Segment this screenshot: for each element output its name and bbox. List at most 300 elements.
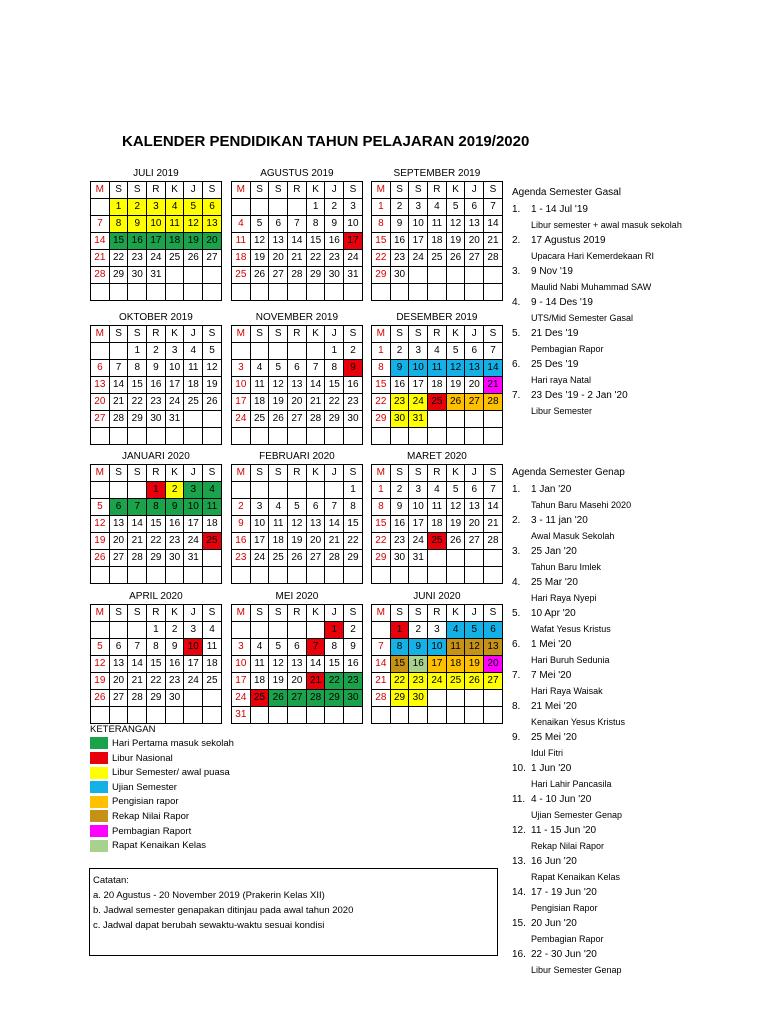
day-cell: 27 bbox=[269, 267, 288, 284]
agenda-item bbox=[512, 388, 682, 419]
week-row bbox=[372, 690, 503, 707]
month-name: MARET 2020 bbox=[406, 451, 467, 462]
weekday-header: S bbox=[390, 605, 409, 622]
month-grid bbox=[90, 464, 222, 584]
week-row bbox=[232, 499, 363, 516]
agenda-item bbox=[512, 792, 631, 823]
agenda-description: Pembagian Rapor bbox=[531, 933, 604, 944]
empty-day-cell bbox=[165, 267, 184, 284]
empty-day-cell bbox=[484, 550, 503, 567]
legend-swatch bbox=[90, 781, 108, 793]
week-row bbox=[91, 690, 222, 707]
day-cell: 30 bbox=[344, 411, 363, 428]
week-row bbox=[91, 428, 222, 445]
day-cell: 6 bbox=[465, 482, 484, 499]
day-cell: 29 bbox=[325, 690, 344, 707]
day-cell: 2 bbox=[344, 622, 363, 639]
day-cell: 21 bbox=[484, 377, 503, 394]
day-cell: 5 bbox=[465, 622, 484, 639]
day-cell: 7 bbox=[484, 482, 503, 499]
empty-day-cell bbox=[465, 567, 484, 584]
agenda-description: Hari Raya Nyepi bbox=[531, 592, 597, 603]
day-cell: 5 bbox=[269, 639, 288, 656]
day-cell: 10 bbox=[250, 516, 269, 533]
day-cell: 26 bbox=[446, 250, 465, 267]
empty-day-cell bbox=[250, 707, 269, 724]
day-cell: 24 bbox=[165, 394, 184, 411]
day-cell: 1 bbox=[390, 622, 409, 639]
day-cell: 19 bbox=[446, 516, 465, 533]
month-name: JUNI 2020 bbox=[413, 591, 461, 602]
empty-day-cell bbox=[325, 482, 344, 499]
empty-day-cell bbox=[109, 482, 128, 499]
day-cell: 20 bbox=[269, 250, 288, 267]
day-cell: 17 bbox=[250, 533, 269, 550]
empty-day-cell bbox=[269, 567, 288, 584]
weekday-header: S bbox=[250, 465, 269, 482]
week-row bbox=[372, 622, 503, 639]
day-cell: 2 bbox=[128, 199, 147, 216]
week-row bbox=[91, 284, 222, 301]
empty-day-cell bbox=[372, 284, 391, 301]
weekday-header-row bbox=[232, 182, 363, 199]
day-cell: 8 bbox=[109, 216, 128, 233]
week-row bbox=[372, 233, 503, 250]
day-cell: 29 bbox=[390, 690, 409, 707]
empty-day-cell bbox=[184, 267, 203, 284]
day-cell: 20 bbox=[465, 233, 484, 250]
weekday-header: S bbox=[128, 465, 147, 482]
day-cell: 11 bbox=[428, 360, 447, 377]
day-cell: 5 bbox=[269, 360, 288, 377]
day-cell: 10 bbox=[409, 216, 428, 233]
month-calendar bbox=[371, 450, 503, 584]
day-cell: 7 bbox=[372, 639, 391, 656]
agenda-date-line bbox=[512, 823, 631, 839]
month-grid bbox=[90, 181, 222, 301]
agenda-item bbox=[512, 202, 682, 233]
legend-label: Pembagian Raport bbox=[112, 825, 192, 837]
week-row bbox=[372, 394, 503, 411]
empty-day-cell bbox=[91, 343, 110, 360]
agenda-item bbox=[512, 730, 631, 761]
day-cell: 8 bbox=[372, 360, 391, 377]
weekday-header: J bbox=[325, 465, 344, 482]
empty-day-cell bbox=[184, 690, 203, 707]
day-cell: 18 bbox=[232, 250, 251, 267]
agenda-date-line bbox=[512, 264, 682, 280]
day-cell: 3 bbox=[409, 343, 428, 360]
empty-day-cell bbox=[165, 567, 184, 584]
day-cell: 6 bbox=[288, 639, 307, 656]
day-cell: 23 bbox=[390, 533, 409, 550]
day-cell: 25 bbox=[165, 250, 184, 267]
weekday-header: K bbox=[446, 182, 465, 199]
agenda-description: Hari Raya Waisak bbox=[531, 685, 603, 696]
weekday-header: S bbox=[203, 605, 222, 622]
day-cell: 16 bbox=[390, 516, 409, 533]
day-cell: 27 bbox=[306, 550, 325, 567]
weekday-header: R bbox=[147, 605, 166, 622]
empty-day-cell bbox=[446, 690, 465, 707]
day-cell: 29 bbox=[306, 267, 325, 284]
empty-day-cell bbox=[344, 707, 363, 724]
week-row bbox=[232, 428, 363, 445]
legend-swatch bbox=[90, 825, 108, 837]
day-cell: 21 bbox=[288, 250, 307, 267]
day-cell: 10 bbox=[184, 639, 203, 656]
weekday-header: R bbox=[428, 326, 447, 343]
empty-day-cell bbox=[288, 343, 307, 360]
notes-title: Catatan: bbox=[93, 875, 129, 886]
agenda-description: Libur Semester Genap bbox=[531, 964, 622, 975]
day-cell: 29 bbox=[344, 550, 363, 567]
day-cell: 10 bbox=[344, 216, 363, 233]
week-row bbox=[232, 690, 363, 707]
day-cell: 16 bbox=[325, 233, 344, 250]
week-row bbox=[91, 707, 222, 724]
agenda-date-line bbox=[512, 792, 631, 808]
empty-day-cell bbox=[372, 567, 391, 584]
day-cell: 9 bbox=[325, 216, 344, 233]
day-cell: 21 bbox=[128, 533, 147, 550]
day-cell: 14 bbox=[372, 656, 391, 673]
agenda-number: 14. bbox=[512, 887, 526, 898]
weekday-header-row bbox=[91, 326, 222, 343]
empty-day-cell bbox=[306, 707, 325, 724]
day-cell: 27 bbox=[288, 690, 307, 707]
day-cell: 23 bbox=[325, 250, 344, 267]
week-row bbox=[91, 656, 222, 673]
weekday-header-row bbox=[372, 326, 503, 343]
day-cell: 25 bbox=[428, 533, 447, 550]
day-cell: 5 bbox=[91, 499, 110, 516]
day-cell: 22 bbox=[147, 533, 166, 550]
agenda-number: 1. bbox=[512, 484, 521, 495]
day-cell: 6 bbox=[288, 360, 307, 377]
day-cell: 4 bbox=[203, 482, 222, 499]
week-row bbox=[372, 639, 503, 656]
agenda-date-line bbox=[512, 916, 631, 932]
agenda-number: 3. bbox=[512, 266, 521, 277]
day-cell: 2 bbox=[344, 343, 363, 360]
empty-day-cell bbox=[306, 284, 325, 301]
day-cell: 3 bbox=[409, 199, 428, 216]
empty-day-cell bbox=[465, 690, 484, 707]
agenda-description: Hari Buruh Sedunia bbox=[531, 654, 610, 665]
day-cell: 14 bbox=[109, 377, 128, 394]
agenda-number: 4. bbox=[512, 297, 521, 308]
weekday-header-row bbox=[232, 326, 363, 343]
month-grid bbox=[231, 181, 363, 301]
weekday-header: S bbox=[409, 326, 428, 343]
agenda-date: 25 Mar '20 bbox=[531, 577, 578, 588]
day-cell: 23 bbox=[409, 673, 428, 690]
agenda-item bbox=[512, 761, 631, 792]
week-row bbox=[372, 516, 503, 533]
day-cell: 16 bbox=[128, 233, 147, 250]
day-cell: 16 bbox=[344, 656, 363, 673]
agenda-date: 17 - 19 Jun '20 bbox=[531, 887, 597, 898]
day-cell: 7 bbox=[288, 216, 307, 233]
page-title: KALENDER PENDIDIKAN TAHUN PELAJARAN 2019/2020 bbox=[122, 133, 530, 150]
day-cell: 22 bbox=[390, 673, 409, 690]
day-cell: 17 bbox=[165, 377, 184, 394]
day-cell: 24 bbox=[250, 550, 269, 567]
day-cell: 7 bbox=[306, 639, 325, 656]
weekday-header-row bbox=[372, 182, 503, 199]
weekday-header: M bbox=[232, 605, 251, 622]
agenda-number: 16. bbox=[512, 949, 526, 960]
weekday-header: S bbox=[390, 182, 409, 199]
empty-day-cell bbox=[325, 567, 344, 584]
month-calendar bbox=[231, 167, 363, 301]
agenda-description: Rekap Nilai Rapor bbox=[531, 840, 605, 851]
empty-day-cell bbox=[250, 482, 269, 499]
month-name: JANUARI 2020 bbox=[122, 451, 190, 462]
day-cell: 29 bbox=[372, 411, 391, 428]
weekday-header: S bbox=[344, 326, 363, 343]
day-cell: 25 bbox=[184, 394, 203, 411]
day-cell: 30 bbox=[147, 411, 166, 428]
day-cell: 14 bbox=[484, 499, 503, 516]
day-cell: 17 bbox=[232, 394, 251, 411]
day-cell: 4 bbox=[165, 199, 184, 216]
day-cell: 10 bbox=[232, 656, 251, 673]
month-calendar bbox=[90, 590, 222, 724]
day-cell: 23 bbox=[147, 394, 166, 411]
weekday-header: J bbox=[184, 182, 203, 199]
empty-day-cell bbox=[390, 428, 409, 445]
empty-day-cell bbox=[269, 199, 288, 216]
week-row bbox=[232, 550, 363, 567]
weekday-header: S bbox=[203, 326, 222, 343]
empty-day-cell bbox=[390, 707, 409, 724]
weekday-header: M bbox=[372, 605, 391, 622]
day-cell: 28 bbox=[325, 550, 344, 567]
day-cell: 21 bbox=[109, 394, 128, 411]
day-cell: 10 bbox=[184, 499, 203, 516]
month-grid bbox=[90, 604, 222, 724]
day-cell: 17 bbox=[232, 673, 251, 690]
day-cell: 17 bbox=[344, 233, 363, 250]
legend-label: Rapat Kenaikan Kelas bbox=[112, 840, 207, 852]
day-cell: 29 bbox=[325, 411, 344, 428]
weekday-header: J bbox=[465, 465, 484, 482]
empty-day-cell bbox=[409, 428, 428, 445]
month-grid bbox=[371, 464, 503, 584]
weekday-header: M bbox=[91, 605, 110, 622]
empty-day-cell bbox=[232, 567, 251, 584]
day-cell: 7 bbox=[325, 499, 344, 516]
weekday-header: S bbox=[409, 605, 428, 622]
agenda-date-line bbox=[512, 233, 682, 249]
empty-day-cell bbox=[465, 428, 484, 445]
agenda-date-line bbox=[512, 513, 631, 529]
weekday-header: J bbox=[325, 605, 344, 622]
day-cell: 7 bbox=[109, 360, 128, 377]
weekday-header: J bbox=[184, 326, 203, 343]
empty-day-cell bbox=[306, 343, 325, 360]
legend bbox=[90, 722, 234, 854]
agenda-item bbox=[512, 326, 682, 357]
day-cell: 16 bbox=[165, 516, 184, 533]
weekday-header: R bbox=[288, 182, 307, 199]
day-cell: 20 bbox=[288, 673, 307, 690]
day-cell: 11 bbox=[269, 516, 288, 533]
weekday-header: S bbox=[109, 182, 128, 199]
week-row bbox=[91, 622, 222, 639]
empty-day-cell bbox=[428, 411, 447, 428]
week-row bbox=[372, 482, 503, 499]
day-cell: 5 bbox=[203, 343, 222, 360]
day-cell: 21 bbox=[484, 516, 503, 533]
week-row bbox=[232, 394, 363, 411]
day-cell: 23 bbox=[165, 533, 184, 550]
agenda-number: 10. bbox=[512, 763, 526, 774]
agenda-number: 6. bbox=[512, 359, 521, 370]
day-cell: 24 bbox=[232, 690, 251, 707]
day-cell: 29 bbox=[147, 550, 166, 567]
day-cell: 13 bbox=[465, 216, 484, 233]
day-cell: 30 bbox=[165, 690, 184, 707]
day-cell: 25 bbox=[428, 250, 447, 267]
weekday-header: S bbox=[109, 326, 128, 343]
month-calendar bbox=[371, 311, 503, 445]
empty-day-cell bbox=[232, 428, 251, 445]
week-row bbox=[372, 216, 503, 233]
weekday-header: K bbox=[306, 605, 325, 622]
agenda-number: 1. bbox=[512, 204, 521, 215]
notes-box bbox=[89, 868, 498, 956]
day-cell: 9 bbox=[232, 516, 251, 533]
agenda-number: 7. bbox=[512, 390, 521, 401]
day-cell: 10 bbox=[428, 639, 447, 656]
day-cell: 3 bbox=[344, 199, 363, 216]
weekday-header: S bbox=[344, 465, 363, 482]
weekday-header: J bbox=[465, 605, 484, 622]
day-cell: 10 bbox=[409, 360, 428, 377]
day-cell: 27 bbox=[465, 533, 484, 550]
agenda-date-line bbox=[512, 606, 631, 622]
day-cell: 15 bbox=[109, 233, 128, 250]
day-cell: 15 bbox=[147, 656, 166, 673]
empty-day-cell bbox=[128, 482, 147, 499]
agenda-date-line bbox=[512, 668, 631, 684]
day-cell: 7 bbox=[128, 639, 147, 656]
day-cell: 31 bbox=[232, 707, 251, 724]
month-calendar bbox=[90, 311, 222, 445]
legend-label: Hari Pertama masuk sekolah bbox=[112, 738, 234, 749]
day-cell: 19 bbox=[250, 250, 269, 267]
week-row bbox=[91, 250, 222, 267]
day-cell: 27 bbox=[91, 411, 110, 428]
weekday-header-row bbox=[91, 465, 222, 482]
weekday-header: S bbox=[250, 605, 269, 622]
empty-day-cell bbox=[250, 199, 269, 216]
day-cell: 8 bbox=[147, 639, 166, 656]
day-cell: 22 bbox=[372, 250, 391, 267]
agenda-item bbox=[512, 264, 682, 295]
weekday-header: R bbox=[288, 326, 307, 343]
day-cell: 4 bbox=[269, 499, 288, 516]
week-row bbox=[232, 360, 363, 377]
weekday-header: S bbox=[250, 326, 269, 343]
day-cell: 5 bbox=[91, 639, 110, 656]
empty-day-cell bbox=[372, 428, 391, 445]
empty-day-cell bbox=[325, 284, 344, 301]
day-cell: 14 bbox=[306, 377, 325, 394]
agenda-number: 9. bbox=[512, 732, 521, 743]
month-name: DESEMBER 2019 bbox=[396, 312, 478, 323]
week-row bbox=[232, 377, 363, 394]
day-cell: 12 bbox=[446, 360, 465, 377]
empty-day-cell bbox=[288, 707, 307, 724]
day-cell: 25 bbox=[250, 690, 269, 707]
day-cell: 24 bbox=[147, 250, 166, 267]
empty-day-cell bbox=[372, 707, 391, 724]
weekday-header: K bbox=[306, 326, 325, 343]
day-cell: 2 bbox=[147, 343, 166, 360]
empty-day-cell bbox=[288, 284, 307, 301]
empty-day-cell bbox=[232, 482, 251, 499]
day-cell: 26 bbox=[446, 394, 465, 411]
weekday-header: S bbox=[269, 326, 288, 343]
empty-day-cell bbox=[446, 428, 465, 445]
day-cell: 6 bbox=[203, 199, 222, 216]
weekday-header: K bbox=[446, 605, 465, 622]
day-cell: 12 bbox=[446, 216, 465, 233]
agenda-item bbox=[512, 885, 631, 916]
day-cell: 1 bbox=[325, 622, 344, 639]
weekday-header-row bbox=[232, 465, 363, 482]
week-row bbox=[91, 550, 222, 567]
empty-day-cell bbox=[446, 567, 465, 584]
empty-day-cell bbox=[465, 411, 484, 428]
day-cell: 22 bbox=[128, 394, 147, 411]
day-cell: 29 bbox=[372, 267, 391, 284]
empty-day-cell bbox=[484, 690, 503, 707]
day-cell: 14 bbox=[128, 516, 147, 533]
month-calendar bbox=[371, 167, 503, 301]
week-row bbox=[91, 567, 222, 584]
week-row bbox=[91, 639, 222, 656]
day-cell: 29 bbox=[372, 550, 391, 567]
agenda-date-line bbox=[512, 854, 631, 870]
day-cell: 23 bbox=[128, 250, 147, 267]
weekday-header: K bbox=[306, 465, 325, 482]
week-row bbox=[372, 284, 503, 301]
agenda-date: 4 - 10 Jun '20 bbox=[531, 794, 592, 805]
day-cell: 30 bbox=[165, 550, 184, 567]
day-cell: 19 bbox=[446, 377, 465, 394]
day-cell: 6 bbox=[484, 622, 503, 639]
day-cell: 12 bbox=[91, 656, 110, 673]
day-cell: 15 bbox=[372, 233, 391, 250]
agenda-number: 8. bbox=[512, 701, 521, 712]
weekday-header: K bbox=[165, 465, 184, 482]
agenda-date-line bbox=[512, 885, 631, 901]
day-cell: 16 bbox=[390, 233, 409, 250]
weekday-header: S bbox=[484, 182, 503, 199]
weekday-header: S bbox=[344, 605, 363, 622]
day-cell: 9 bbox=[390, 360, 409, 377]
agenda-item bbox=[512, 357, 682, 388]
week-row bbox=[232, 233, 363, 250]
week-row bbox=[91, 394, 222, 411]
weekday-header: S bbox=[250, 182, 269, 199]
day-cell: 22 bbox=[306, 250, 325, 267]
